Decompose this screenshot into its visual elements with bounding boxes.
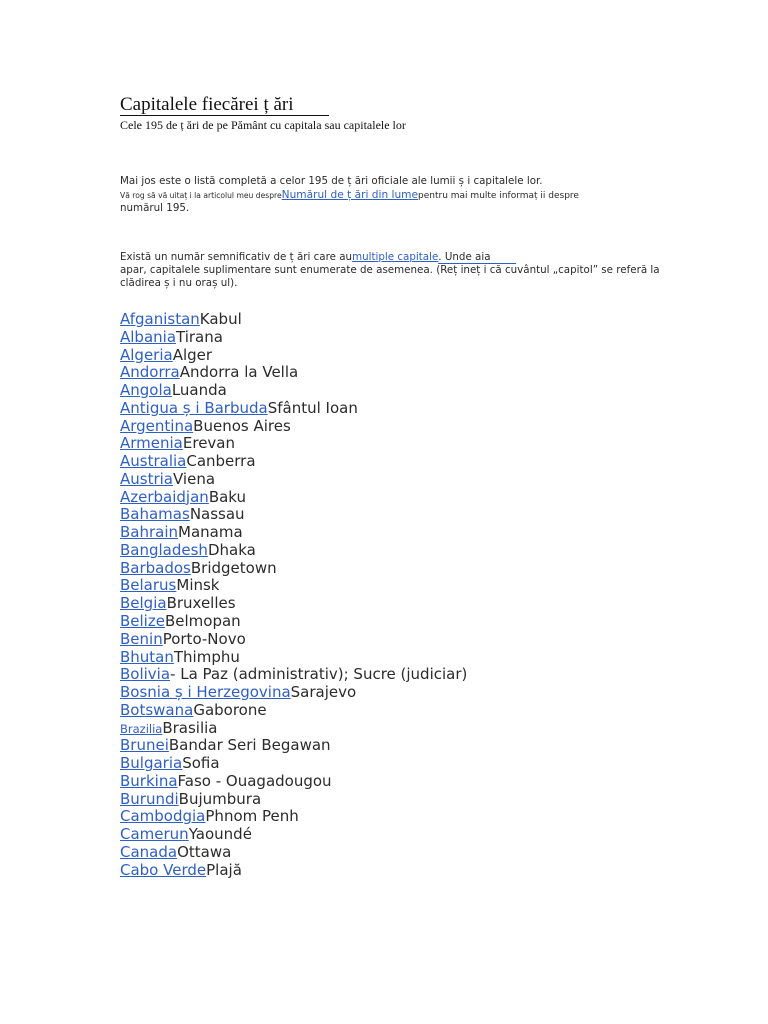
capital-name: Dhaka <box>207 540 256 559</box>
list-item <box>120 382 467 400</box>
country-link[interactable]: Albania <box>120 327 177 346</box>
list-item <box>120 737 467 755</box>
capital-name: Kabul <box>199 310 242 328</box>
list-item <box>120 435 467 453</box>
list-item <box>120 506 467 524</box>
country-link[interactable]: Australia <box>120 452 187 471</box>
capital-name: Viena <box>173 469 216 488</box>
capital-name: Bruxelles <box>166 594 236 613</box>
list-item <box>120 684 467 702</box>
country-link[interactable]: Angola <box>120 381 172 400</box>
list-item <box>120 524 467 542</box>
capital-name: Nassau <box>189 505 245 524</box>
capital-name: Erevan <box>182 434 235 453</box>
number-of-countries-link[interactable]: Numărul de ț ări din lume <box>281 189 419 201</box>
capital-name: Belmopan <box>164 612 241 631</box>
country-link[interactable]: Brazilia <box>120 721 163 736</box>
country-link[interactable]: Austria <box>120 469 173 488</box>
country-link[interactable]: Belgia <box>120 594 167 613</box>
country-link[interactable]: Bolivia <box>120 665 171 684</box>
country-link[interactable]: Bosnia ș i Herzegovina <box>120 683 291 702</box>
capital-name: Canberra <box>186 452 256 471</box>
list-item <box>120 773 467 791</box>
capital-name: Tirana <box>176 327 223 346</box>
capital-name: Baku <box>208 487 247 506</box>
list-item <box>120 400 467 418</box>
country-link[interactable]: Argentina <box>120 416 194 435</box>
capital-name: Sofia <box>182 754 220 773</box>
capital-name: Brasilia <box>162 718 218 737</box>
list-item <box>120 649 467 667</box>
list-item <box>120 311 467 329</box>
country-link[interactable]: Canada <box>120 842 178 861</box>
capital-name: Bujumbura <box>178 789 262 808</box>
capital-name: Faso - Ouagadougou <box>177 771 332 790</box>
list-item <box>120 560 467 578</box>
list-item <box>120 329 467 347</box>
list-item <box>120 577 467 595</box>
list-item <box>120 364 467 382</box>
list-item <box>120 613 467 631</box>
capital-name: - La Paz (administrativ); Sucre (judiciar) <box>170 665 468 684</box>
country-link[interactable]: Bangladesh <box>120 540 208 559</box>
list-item <box>120 808 467 826</box>
country-link[interactable]: Brunei <box>120 736 169 755</box>
page-subtitle: Cele 195 de ț ări de pe Pământ cu capitala sau capitalele lor <box>120 118 406 132</box>
country-link[interactable]: Cambodgia <box>120 807 206 826</box>
country-link[interactable]: Benin <box>120 629 163 648</box>
capital-name: Ottawa <box>177 842 232 861</box>
intro-line-2 <box>120 189 579 203</box>
country-link[interactable]: Antigua ș i Barbuda <box>120 398 268 417</box>
intro-line-3: numărul 195. <box>120 202 190 214</box>
country-link[interactable]: Armenia <box>120 434 183 453</box>
note-line-2: apar, capitalele suplimentare sunt enumerate de asemenea. (Reț ineț i că cuvântul „capitol” se referă la <box>120 264 660 276</box>
country-link[interactable]: Bahamas <box>120 505 190 524</box>
multiple-capitals-link[interactable]: multiple capitale <box>352 251 439 263</box>
country-link[interactable]: Afganistan <box>120 310 200 328</box>
note-line-3: clădirea ș i nu oraș ul). <box>120 277 238 289</box>
list-item <box>120 755 467 773</box>
list-item <box>120 826 467 844</box>
note-line-1-prefix: Există un număr semnificativ de ț ări care au <box>120 251 353 263</box>
capital-name: Luanda <box>171 381 227 400</box>
intro-line-1: Mai jos este o listă completă a celor 195 de ț ări oficiale ale lumii ș i capitalele lor. <box>120 175 543 187</box>
list-item <box>120 489 467 507</box>
capital-name: Bandar Seri Begawan <box>168 736 331 755</box>
page-title: Capitalele fiecărei ț ări <box>120 95 329 116</box>
country-link[interactable]: Camerun <box>120 825 189 844</box>
note-line-1-suffix: . Unde aia <box>438 252 516 264</box>
capital-name: Plajă <box>206 860 242 879</box>
capital-name: Minsk <box>176 576 220 595</box>
list-item <box>120 844 467 862</box>
capital-name: Thimphu <box>173 647 240 666</box>
country-link[interactable]: Bhutan <box>120 647 174 666</box>
intro-line-2-suffix: pentru mai multe informaț ii despre <box>418 191 579 201</box>
list-item <box>120 453 467 471</box>
country-link[interactable]: Azerbaidjan <box>120 487 209 506</box>
country-link[interactable]: Burundi <box>120 789 179 808</box>
list-item <box>120 418 467 436</box>
country-link[interactable]: Belize <box>120 612 165 631</box>
note-line-1 <box>120 251 516 264</box>
capital-name: Phnom Penh <box>205 807 299 826</box>
list-item <box>120 595 467 613</box>
list-item <box>120 666 467 684</box>
capital-name: Porto-Novo <box>162 629 246 648</box>
capital-name: Andorra la Vella <box>179 363 299 382</box>
country-link[interactable]: Bahrain <box>120 523 179 542</box>
list-item <box>120 862 467 880</box>
country-link[interactable]: Algeria <box>120 345 173 364</box>
country-link[interactable]: Andorra <box>120 363 180 382</box>
country-link[interactable]: Belarus <box>120 576 177 595</box>
list-item <box>120 720 467 738</box>
capital-name: Sfântul Ioan <box>267 398 358 417</box>
capital-name: Gaborone <box>193 700 267 719</box>
list-item <box>120 542 467 560</box>
list-item <box>120 631 467 649</box>
country-link[interactable]: Botswana <box>120 700 194 719</box>
capital-name: Bridgetown <box>190 558 277 577</box>
list-item <box>120 791 467 809</box>
country-capital-list <box>120 311 467 880</box>
capital-name: Buenos Aires <box>193 416 291 435</box>
list-item <box>120 471 467 489</box>
capital-name: Yaoundé <box>188 825 252 844</box>
country-link[interactable]: Cabo Verde <box>120 860 207 879</box>
country-link[interactable]: Bulgaria <box>120 754 183 773</box>
intro-line-2-prefix: Vă rog să vă uitaț i la articolul meu despre <box>120 191 282 200</box>
list-item <box>120 702 467 720</box>
country-link[interactable]: Barbados <box>120 558 191 577</box>
capital-name: Manama <box>178 523 243 542</box>
list-item <box>120 347 467 365</box>
country-link[interactable]: Burkina <box>120 771 178 790</box>
capital-name: Sarajevo <box>290 683 357 702</box>
capital-name: Alger <box>172 345 213 364</box>
